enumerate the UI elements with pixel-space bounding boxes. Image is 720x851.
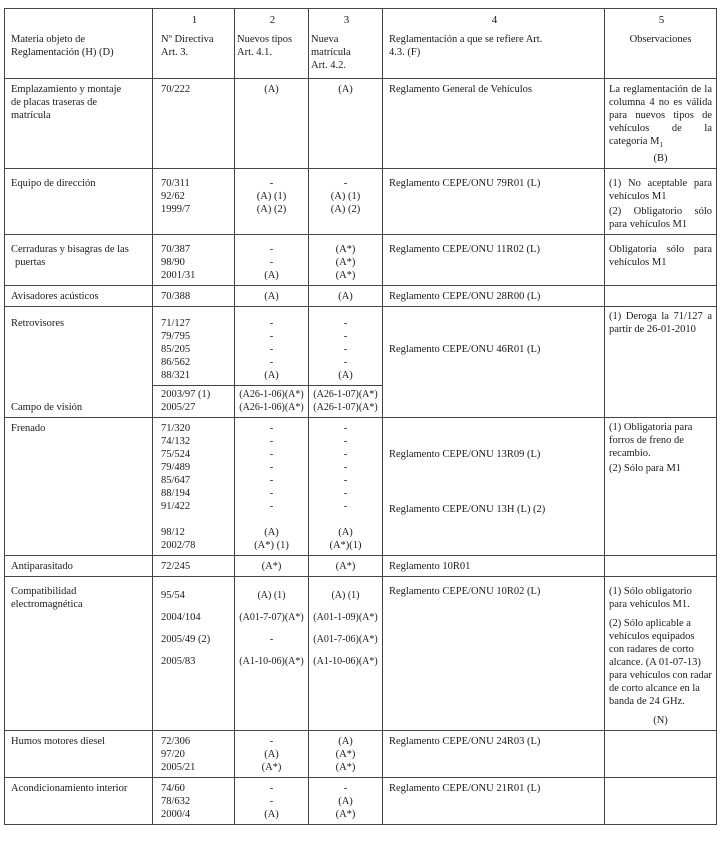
reglamento-cell (383, 235, 605, 286)
directiva-text (161, 513, 230, 526)
nuevos-text: - (269, 475, 274, 487)
matricula-text: (A) (338, 796, 353, 808)
matricula-text: (A01-7-06)(A*) (313, 634, 378, 646)
nuevos-text: (A*) (261, 762, 282, 774)
matricula-text: (A*) (335, 270, 356, 282)
nuevos-text: (A) (264, 84, 279, 95)
directiva-text: 85/205 (161, 344, 191, 356)
directiva-text: 88/194 (161, 488, 191, 500)
nuevos-text: - (269, 501, 274, 513)
nuevos-text: - (269, 462, 274, 474)
materia-text: Acondicionamiento interior (11, 783, 128, 795)
reglamento-text: Reglamento CEPE/ONU 11R02 (L) (389, 244, 540, 256)
matricula-text: (A) (338, 527, 353, 539)
matricula-text: (A*) (335, 257, 356, 269)
directiva-cell (153, 418, 235, 556)
header-text: Nº Directiva (161, 34, 214, 45)
nuevos-text: - (269, 344, 274, 356)
nuevos-cell (235, 79, 309, 169)
matricula-text: (A) (338, 291, 353, 303)
materia-cell (5, 418, 153, 556)
reglamento-text: Reglamento CEPE/ONU 21R01 (L) (389, 783, 541, 795)
col-number-0 (5, 9, 153, 34)
matricula-cell (309, 79, 383, 169)
nuevos-text: (A*) (261, 561, 282, 573)
header-nuevos-tipos (235, 33, 309, 79)
table-row-direccion (5, 169, 717, 235)
nuevos-text: - (269, 488, 274, 500)
directiva-text: 98/90 (161, 257, 185, 269)
nuevos-text: (A) (264, 527, 279, 539)
matricula-text: - (343, 436, 348, 448)
matricula-cell (309, 235, 383, 286)
matricula-text: (A01-1-09)(A*) (313, 612, 378, 624)
directiva-text: 2005/21 (161, 762, 196, 774)
directiva-text: 2000/4 (161, 809, 191, 821)
nuevos-text: - (269, 634, 274, 646)
reglamento-cell (383, 286, 605, 307)
matricula-text: - (343, 488, 348, 500)
observaciones-text: (1) Deroga la 71/127 a partir de 26-01-2010 (609, 311, 712, 336)
nuevos-text: (A) (264, 270, 279, 282)
directiva-text: 91/422 (161, 501, 191, 513)
directiva-cell (153, 731, 235, 778)
observaciones-text: (1) No aceptable para vehículos M1 (609, 178, 712, 203)
directiva-text: 71/320 (161, 423, 191, 435)
header-materia (5, 33, 153, 79)
nuevos-cell (235, 235, 309, 286)
header-row (5, 33, 717, 79)
directiva-text: 2004/104 (161, 612, 201, 624)
matricula-text: (A*) (335, 244, 356, 256)
nuevos-cell (235, 286, 309, 307)
nuevos-text: (A) (1) (257, 590, 286, 602)
directiva-text: 88/321 (161, 370, 191, 382)
observaciones-text: (1) Obligatoria para forros de freno de recambio. (609, 422, 693, 460)
directiva-text: 75/524 (161, 449, 191, 461)
matricula-text: (A*) (335, 762, 356, 774)
reglamento-text: Reglamento CEPE/ONU 28R00 (L) (389, 291, 541, 303)
nuevos-cell (235, 778, 309, 825)
nuevos-text: (A) (264, 809, 279, 821)
matricula-text: (A) (2) (330, 204, 361, 216)
header-reglamentacion (383, 33, 605, 79)
observaciones-text: La reglamentación de la columna 4 no es válida para nuevos tipos de vehículos de la categoría M (609, 84, 712, 147)
directiva-cell (153, 556, 235, 577)
header-text: 4.3. (F) (389, 47, 421, 58)
directiva-text: 2005/49 (2) (161, 634, 211, 646)
matricula-text: (A) (1) (330, 191, 361, 203)
matricula-text: - (343, 783, 348, 795)
matricula-cell (309, 731, 383, 778)
materia-cell (5, 169, 153, 235)
directiva-cell (153, 778, 235, 825)
matricula-text: - (343, 475, 348, 487)
directiva-text: 79/795 (161, 331, 191, 343)
directiva-text: 70/311 (161, 178, 190, 190)
matricula-cell (309, 556, 383, 577)
nuevos-text: (A26-1-06)(A*) (239, 402, 304, 414)
materia-cell (5, 778, 153, 825)
nuevos-cell (235, 577, 309, 731)
nuevos-cell (235, 386, 309, 418)
reglamento-cell (383, 307, 605, 418)
matricula-text: - (343, 462, 348, 474)
matricula-text: (A26-1-07)(A*) (313, 402, 378, 414)
directiva-text: 79/489 (161, 462, 191, 474)
matricula-cell (309, 307, 383, 386)
directiva-text: 74/60 (161, 783, 185, 795)
materia-cell (5, 556, 153, 577)
observaciones-cell (605, 418, 717, 556)
observaciones-cell (605, 307, 717, 418)
materia-text: Frenado (11, 423, 46, 435)
header-text: matrícula (311, 47, 351, 58)
col-number-5: 5 (605, 9, 717, 34)
reglamento-text: Reglamento CEPE/ONU 24R03 (L) (389, 736, 541, 748)
header-text: Materia objeto de (11, 34, 86, 45)
table-row-frenado (5, 418, 717, 556)
materia-cell (5, 307, 153, 418)
directiva-text: 78/632 (161, 796, 191, 808)
col-number-3: 3 (309, 9, 383, 34)
table-row-avisadores (5, 286, 717, 307)
nuevos-text: (A1-10-06)(A*) (239, 656, 304, 668)
materia-text: Cerraduras y bisagras de las (11, 244, 129, 256)
table-row-emplazamiento (5, 79, 717, 169)
reglamento-text: Reglamento CEPE/ONU 46R01 (L) (389, 344, 541, 356)
col-number-2: 2 (235, 9, 309, 34)
matricula-text: - (343, 344, 348, 356)
header-text: Nuevos tipos (237, 34, 293, 45)
matricula-cell (309, 577, 383, 731)
col-number-4: 4 (383, 9, 605, 34)
header-text: Art. 4.1. (237, 47, 272, 58)
nuevos-text: - (269, 257, 274, 269)
header-observaciones (605, 33, 717, 79)
reglamento-cell (383, 418, 605, 556)
matricula-text: - (343, 331, 348, 343)
materia-text: electromagnética (11, 599, 83, 611)
observaciones-cell (605, 235, 717, 286)
matricula-text: (A*) (335, 809, 356, 821)
directiva-text: 86/562 (161, 357, 191, 369)
directiva-cell (153, 235, 235, 286)
nuevos-text (237, 513, 306, 526)
regulation-table (4, 8, 717, 825)
directiva-text: 2003/97 (1) (161, 389, 211, 401)
matricula-text: (A*) (335, 561, 356, 573)
matricula-text: (A*) (335, 749, 356, 761)
observaciones-cell (605, 556, 717, 577)
directiva-text: 71/127 (161, 318, 191, 330)
header-text: Art. 3. (161, 47, 189, 58)
nuevos-text: - (269, 331, 274, 343)
reglamento-text: Reglamento CEPE/ONU 10R02 (L) (389, 586, 541, 598)
directiva-text: 95/54 (161, 590, 185, 602)
column-number-row (5, 9, 717, 34)
header-nueva-matricula (309, 33, 383, 79)
reglamento-cell (383, 577, 605, 731)
directiva-text: 2002/78 (161, 540, 196, 552)
materia-cell (5, 286, 153, 307)
observaciones-text: Obligatoria sólo para vehículos M1 (609, 244, 712, 269)
directiva-text: 97/20 (161, 749, 185, 761)
directiva-text: 70/222 (161, 84, 191, 95)
materia-text: de placas traseras de (11, 97, 97, 108)
nuevos-text: - (269, 423, 274, 435)
directiva-text: 72/306 (161, 736, 191, 748)
nuevos-text: - (269, 449, 274, 461)
nuevos-cell (235, 556, 309, 577)
table-row-compatibilidad (5, 577, 717, 731)
directiva-cell (153, 286, 235, 307)
col-number-1: 1 (153, 9, 235, 34)
materia-cell (5, 79, 153, 169)
observaciones-text: (1) Sólo obligatorio para vehículos M1. (609, 586, 692, 611)
table-row-retrovisores (5, 307, 717, 386)
materia-cell (5, 577, 153, 731)
matricula-text: - (343, 449, 348, 461)
directiva-cell (153, 386, 235, 418)
materia-text: Avisadores acústicos (11, 291, 99, 303)
matricula-cell (309, 778, 383, 825)
nuevos-text: (A26-1-06)(A*) (239, 389, 304, 401)
matricula-text: - (343, 423, 348, 435)
materia-cell (5, 731, 153, 778)
directiva-text: 98/12 (161, 527, 185, 539)
nuevos-text: - (269, 318, 274, 330)
nuevos-text: (A*) (1) (254, 540, 289, 552)
observaciones-cell (605, 79, 717, 169)
directiva-text: 70/387 (161, 244, 191, 256)
header-directiva (153, 33, 235, 79)
nuevos-text: (A01-7-07)(A*) (239, 612, 304, 624)
nuevos-text: (A) (1) (256, 191, 287, 203)
matricula-text: - (343, 357, 348, 369)
matricula-text: - (343, 501, 348, 513)
directiva-text: 92/62 (161, 191, 185, 203)
materia-text: Equipo de dirección (11, 178, 96, 190)
directiva-cell (153, 307, 235, 386)
reglamento-text: Reglamento CEPE/ONU 13H (L) (2) (389, 504, 546, 516)
directiva-cell (153, 79, 235, 169)
materia-text: Emplazamiento y montaje (11, 84, 122, 95)
table-row-antiparasitado (5, 556, 717, 577)
nuevos-text: - (269, 736, 274, 748)
reglamento-cell (383, 556, 605, 577)
directiva-cell (153, 577, 235, 731)
observaciones-text: (2) Sólo aplicable a vehículos equipados con radares de corto alcance. (A 01-07-13) para vehículos con radar de corto alcance en la banda de 24 GHz. (609, 618, 712, 708)
matricula-text: (A26-1-07)(A*) (313, 389, 378, 401)
observaciones-cell (605, 577, 717, 731)
nuevos-cell (235, 731, 309, 778)
directiva-text: 1999/7 (161, 204, 191, 216)
directiva-text: 85/647 (161, 475, 191, 487)
nuevos-text: (A) (264, 749, 279, 761)
reglamento-text: Reglamento 10R01 (389, 561, 471, 573)
observaciones-cell (605, 286, 717, 307)
matricula-text: (A*)(1) (329, 540, 362, 552)
nuevos-text: - (269, 244, 274, 256)
matricula-text: (A) (1) (331, 590, 360, 602)
observaciones-cell (605, 169, 717, 235)
materia-text: Humos motores diesel (11, 736, 105, 748)
directiva-cell (153, 169, 235, 235)
directiva-text: 2001/31 (161, 270, 196, 282)
observaciones-ref: (N) (653, 715, 668, 727)
reglamento-text: Reglamento CEPE/ONU 13R09 (L) (389, 449, 541, 461)
reglamento-text: Reglamento General de Vehículos (389, 84, 532, 95)
reglamento-cell (383, 169, 605, 235)
nuevos-cell (235, 418, 309, 556)
observaciones-text: (2) Obligatorio sólo para vehículos M1 (609, 206, 712, 231)
matricula-cell (309, 169, 383, 235)
header-text: Reglamentación (H) (D) (11, 47, 114, 58)
matricula-cell (309, 386, 383, 418)
nuevos-text: - (269, 178, 274, 190)
nuevos-cell (235, 169, 309, 235)
nuevos-text: - (269, 357, 274, 369)
directiva-text: 2005/27 (161, 402, 196, 414)
reglamento-cell (383, 778, 605, 825)
matricula-text: (A) (338, 84, 353, 95)
header-text: Reglamentación a que se refiere Art. (389, 34, 543, 45)
nuevos-text: - (269, 436, 274, 448)
nuevos-cell (235, 307, 309, 386)
matricula-text: (A1-10-06)(A*) (313, 656, 378, 668)
table-row-cerraduras (5, 235, 717, 286)
table-row-acondicionamiento (5, 778, 717, 825)
materia-text: Campo de visión (11, 402, 83, 414)
materia-text: Compatibilidad (11, 586, 77, 598)
matricula-text: - (343, 178, 348, 190)
directiva-text: 70/388 (161, 291, 191, 303)
matricula-text: (A) (338, 736, 353, 748)
matricula-text (311, 513, 380, 526)
observaciones-cell (605, 778, 717, 825)
matricula-cell (309, 286, 383, 307)
materia-text: Antiparasitado (11, 561, 73, 573)
observaciones-ref: (B) (653, 153, 668, 165)
nuevos-text: - (269, 783, 274, 795)
directiva-text: 72/245 (161, 561, 191, 573)
materia-text: matrícula (11, 110, 51, 121)
nuevos-text: (A) (2) (256, 204, 287, 216)
materia-text: puertas (15, 257, 46, 269)
nuevos-text: (A) (264, 370, 279, 382)
header-text: Nueva (311, 34, 339, 45)
nuevos-text: - (269, 796, 274, 808)
matricula-cell (309, 418, 383, 556)
header-text: Art. 4.2. (311, 60, 346, 71)
reglamento-text: Reglamento CEPE/ONU 79R01 (L) (389, 178, 541, 190)
nuevos-text: (A) (264, 291, 279, 303)
directiva-text: 74/132 (161, 436, 191, 448)
reglamento-cell (383, 731, 605, 778)
observaciones-text: (2) Sólo para M1 (609, 463, 682, 475)
observaciones-cell (605, 731, 717, 778)
matricula-text: (A) (338, 370, 353, 382)
header-text: Observaciones (629, 34, 692, 45)
matricula-text: - (343, 318, 348, 330)
subscript: 1 (659, 141, 663, 150)
materia-text: Retrovisores (11, 318, 65, 330)
materia-cell (5, 235, 153, 286)
table-row-humos (5, 731, 717, 778)
reglamento-cell (383, 79, 605, 169)
directiva-text: 2005/83 (161, 656, 196, 668)
